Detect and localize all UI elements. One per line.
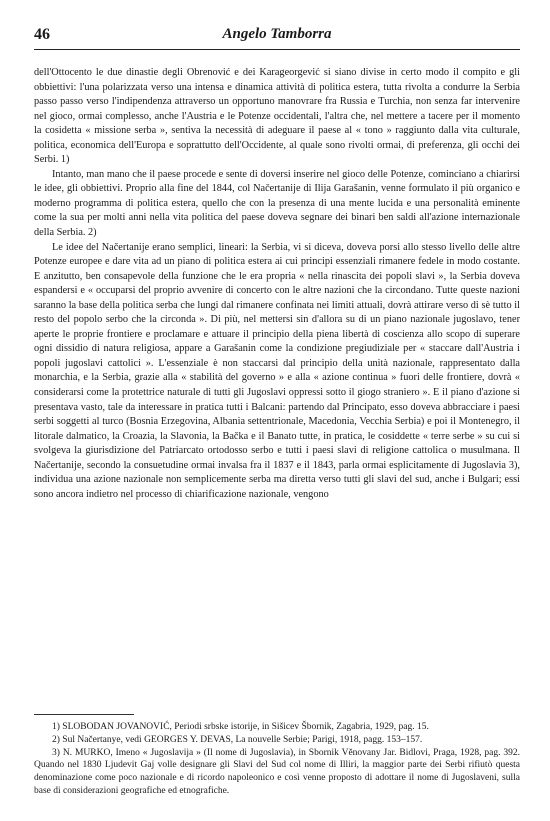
footnote: 1) SLOBODAN JOVANOVIĆ, Periodi srbske istorije, in Sišicev Šbornik, Zagabria, 1929, pag. 15. [52,722,429,732]
page-number: 46 [34,26,50,43]
page [34,26,520,796]
paragraph: dell'Ottocento le due dinastie degli Obrenović e dei Karagеorgević si siano divise in certo modo il compito e gli obbiettivi: l'una polarizzata verso una intensa e dinamica attività di politica estera, tutta rivolta a condurre la Serbia passo passo verso l'indipendenza attraverso un opportuno manovrare fra Russia e Turchia, non senza far intervenire nel gioco, ormai complesso, anche l'Austria e le Potenze occidentali, l'altra che, nel mettere a tacere per il momento la cosidetta « missione serba », sentiva la necessità di adeguare il paese al « tono » raggiunto dalla vita culturale, politica, economica dell'Europa e soprattutto dell'Occidente, al quale sono rivolti ormai, di preferenza, gli occhi dei Serbi. 1) [34,67,520,166]
paragraph: Intanto, man mano che il paese procede e sente di doversi inserire nel gioco delle Potenze, cominciano a chiarirsi le idee, gli obbiettivi. Proprio alla fine del 1844, col Načertanije di Ilija Garašanin, venne formulato il più organico e moderno programma di politica estera, quello che con la presenza di una mente lucida e una personalità eminente come la sua per molti anni nella vita politica del paese doveva segnare dei binari ben saldi all'azione internazionale della Serbia. 2) [34,168,520,239]
body-text [34,66,520,502]
page-header [34,26,520,48]
footnote: 2) Sul Načertanye, vedi GEORGES Y. DEVAS, La nouvelle Serbie; Parigi, 1918, pagg. 153–157. [52,734,423,745]
footnote: 3) N. MURKO, Imeno « Jugoslavija » (Il nome di Jugoslavia), in Sbornik Věnovany Jar. Bidlovi, Praga, 1928, pag. 392. Quando nel 1830 Ljudevit Gaj volle designare gli Slavi del Sud col nome di Illiri, la maggior parte dei Serbi rifiutò questa denominazione come poco nazionale e di ricordo napoleonico e così venne proposto di adottare il nome di Jugoslaveni, sulla base di considerazioni geografiche ed etnografiche. [34,747,520,796]
paragraph: Le idee del Načertanije erano semplici, lineari: la Serbia, vi si diceva, doveva porsi allo stesso livello delle altre Potenze europee e dare vita ad un piano di politica estera ai cui principi essenziali rimanere fedele in modo costante. E anzitutto, ben consapevole della funzione che le era propria « nella rinascita dei popoli slavi », la Serbia doveva espandersi e « occuparsi del proprio avvenire di concerto con le altre nazioni che la circondano. Tutte queste nazioni saranno la base della politica serba che lungi dal rimanere confinata nei limiti attuali, dovrà attirare verso di sè tutto il resto del popolo serbo che la circonda ». Di più, nel mettersi sin d'allora su di un piano nazionale jugoslavo, tener aperte le proprie frontiere e proclamare e attuare il principio della piena libertà di coscienza allo scopo di superare ogni dissidio di natura religiosa, appare a Garašanin come la condizione pregiudiziale per « staccare dall'Austria i popoli jugoslavi cattolici ». L'essenziale è non staccarsi dal principio della unità nazionale, rappresentato dalla monarchia, e la Serbia, grazie alla « stabilità del governo » e alla « azione continua » fuori delle frontiere, dovrà « considerarsi come la protettrice naturale di tutti gli Jugoslavi oppressi sotto il giogo straniero ». E il piano d'azione si presentava vasto, tale da interessare in pratica tutti i Balcani: partendo dal Principato, esso doveva abbracciare i paesi serbi soggetti al turco (Bosnia Erzegovina, Albania settentrionale, Macedonia, Vecchia Serbia) e poi il Montenegro, il litorale dalmatico, la Croazia, la Slavonia, la Bačka e il Banato tutte, in pratica, le cosiddette « terre serbe » su cui si svolgeva la giurisdizione del Patriarcato ortodosso serbo e tutti i paesi slavi di religione cattolica o musulmana. Il Načertanije, secondo la consuetudine ormai invalsa fra il 1837 e il 1843, parla ormai esplicitamente di Jugoslavia 3), individua una azione nazionale non semplicemente serba ma diretta verso tutti gli slavi del sud, anche i Bulgari; essi sono ancora indietro nel processo di chiarificazione nazionale, vengono [34,241,520,500]
footnote-rule [34,714,134,715]
header-rule [34,49,520,50]
footnotes [34,714,520,798]
running-title: Angelo Tamborra [222,26,332,42]
